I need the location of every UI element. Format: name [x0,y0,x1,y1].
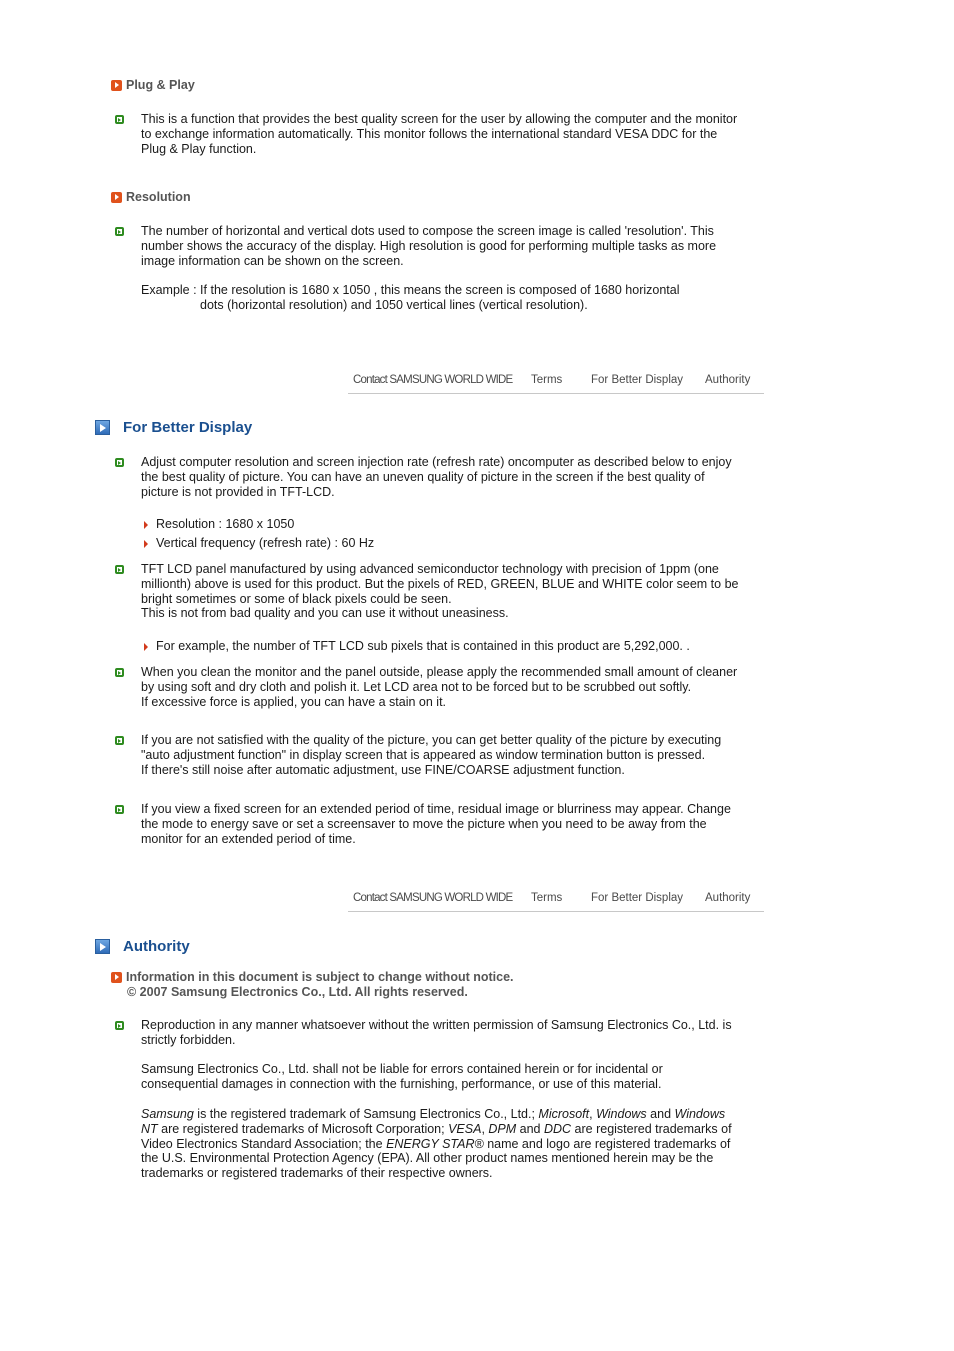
arrow-icon [111,80,122,91]
nav-better-display-link[interactable]: For Better Display [591,892,684,904]
small-arrow-icon [144,540,148,548]
authority-reproduction: Reproduction in any manner whatsoever without the written permission of Samsung Electronics Co., Ltd. is strictly forbidden. [141,1018,732,1047]
small-arrow-icon [144,643,148,651]
frequency-spec: Vertical frequency (refresh rate) : 60 Hz [144,536,374,551]
bullet-icon [115,668,124,677]
better-display-item-1: Adjust computer resolution and screen injection rate (refresh rate) oncomputer as described below to enjoy the best quality of picture. You can have an uneven quality of picture in the screen if the best quality of picture is not provided in TFT-LCD. [141,455,732,499]
better-display-item-5: If you view a fixed screen for an extended period of time, residual image or blurriness may appear. Change the mode to energy save or set a screensaver to move the picture when you need to be away from the monitor for an extended period of time. [141,802,731,846]
authority-trademarks: Samsung is the registered trademark of Samsung Electronics Co., Ltd.; Microsoft, Windows and Windows NT are registered trademarks of Microsoft Corporation; VESA, DPM and DDC are registered trademarks of Video Electronics Standard Association; the ENERGY STAR® name and logo are registered trademarks of the U.S. Environmental Protection Agency (EPA). All other product names mentioned herein may be the trademarks or registered trademarks of their respective owners. [141,1107,732,1181]
bullet-icon [115,1021,124,1030]
resolution-example: Example : If the resolution is 1680 x 1050 , this means the screen is composed of 1680 horizontal dots (horizontal resolution) and 1050 vertical lines (vertical resolution). [141,283,680,312]
sub-pixel-example: For example, the number of TFT LCD sub pixels that is contained in this product are 5,292,000. . [144,639,690,654]
nav-better-display-link[interactable]: For Better Display [591,374,684,386]
bullet-icon [115,227,124,236]
nav-contact-link[interactable]: Contact SAMSUNG WORLD WIDE [353,892,513,904]
authority-title: Authority [123,938,190,955]
resolution-text: The number of horizontal and vertical dots used to compose the screen image is called 'resolution'. This number shows the accuracy of the display. High resolution is good for performing multiple tasks as more image information can be shown on the screen. [141,224,717,268]
better-display-item-4: If you are not satisfied with the quality of the picture, you can get better quality of the picture by executing "auto adjustment function" in display screen that is appeared as window termination button is pressed. If there's still noise after automatic adjustment, use FINE/COARSE adjustment function. [141,733,722,777]
footer-nav [348,887,764,912]
plug-and-play-title: Plug & Play [126,78,195,92]
nav-terms-link[interactable]: Terms [531,374,563,386]
better-display-heading [95,419,252,436]
arrow-icon [111,192,122,203]
play-arrow-icon [95,939,110,954]
arrow-icon [111,972,122,983]
better-display-title: For Better Display [123,419,253,436]
play-arrow-icon [95,420,110,435]
nav-terms-link[interactable]: Terms [531,892,563,904]
better-display-item-2: TFT LCD panel manufactured by using advanced semiconductor technology with precision of 1ppm (one millionth) above is used for this product. But the pixels of RED, GREEN, BLUE and WHITE color seem to be bright sometimes or some of black pixels could be seen. This is not from bad quality and you can use it without uneasiness. [141,562,739,621]
nav-authority-link[interactable]: Authority [705,374,751,386]
nav-authority-link[interactable]: Authority [705,892,751,904]
resolution-title: Resolution [126,190,191,204]
bullet-icon [115,115,124,124]
better-display-item-3: When you clean the monitor and the panel outside, please apply the recommended small amount of cleaner by using soft and dry cloth and polish it. Let LCD area not to be forced but to be scrubbed out softly. If excessive force is applied, you can have a stain on it. [141,665,738,709]
small-arrow-icon [144,521,148,529]
footer-nav [348,369,764,394]
bullet-icon [115,805,124,814]
bullet-icon [115,565,124,574]
resolution-heading [111,190,191,205]
plug-and-play-text: This is a function that provides the best quality screen for the user by allowing the computer and the monitor to exchange information automatically. This monitor follows the international standard VESA DDC for the Plug & Play function. [141,112,738,156]
nav-contact-link[interactable]: Contact SAMSUNG WORLD WIDE [353,374,513,386]
authority-liability: Samsung Electronics Co., Ltd. shall not be liable for errors contained herein or for incidental or consequential damages in connection with the furnishing, performance, or use of this material. [141,1062,663,1091]
resolution-spec: Resolution : 1680 x 1050 [144,517,294,532]
authority-heading [95,938,190,955]
plug-and-play-heading [111,78,195,93]
bullet-icon [115,458,124,467]
bullet-icon [115,736,124,745]
authority-notice: Information in this document is subject to change without notice. © 2007 Samsung Electronics Co., Ltd. All rights reserved. [111,970,514,999]
